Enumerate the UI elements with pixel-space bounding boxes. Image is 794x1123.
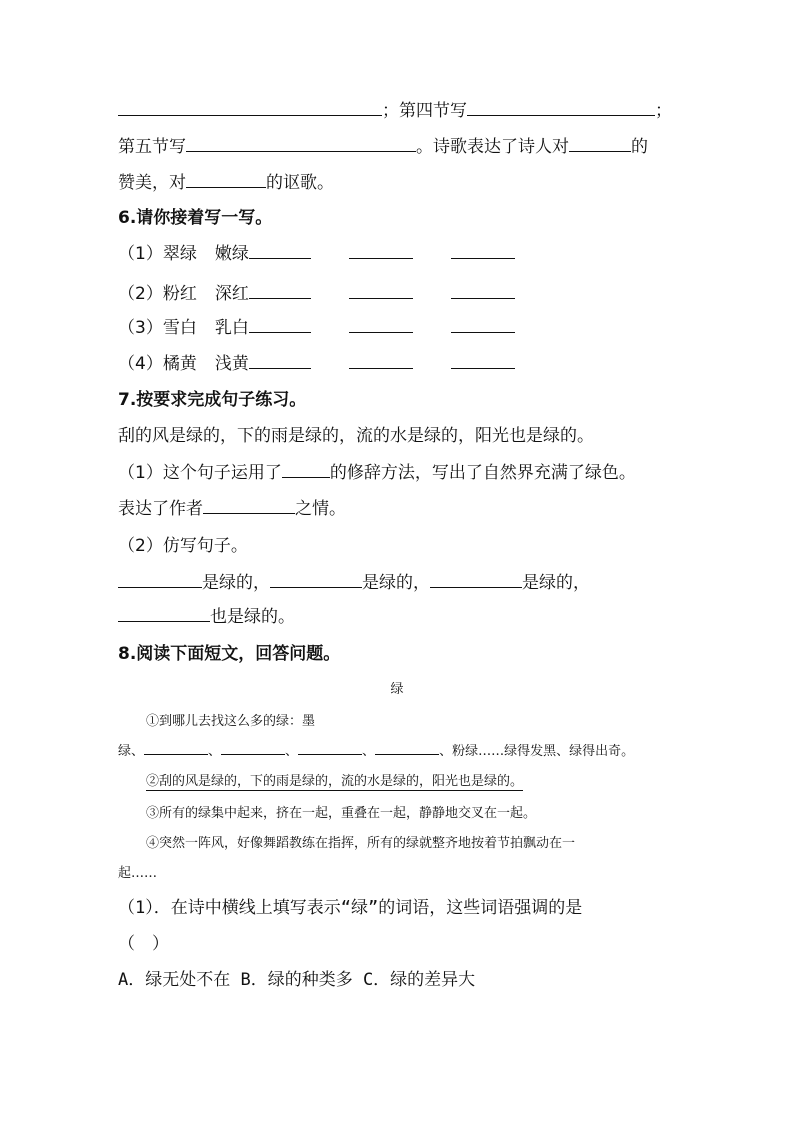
passage-paragraph-1: ①到哪儿去找这么多的绿：墨: [146, 714, 316, 729]
text: 赞美，对: [118, 173, 186, 193]
row-number: （1）: [118, 244, 163, 264]
passage-paragraph-4: ④突然一阵风，好像舞蹈教练在指挥，所有的绿就整齐地按着节拍飘动在一: [146, 836, 576, 851]
answer-blank[interactable]: [451, 242, 515, 259]
answer-blank[interactable]: [349, 282, 413, 299]
text: 、: [208, 744, 222, 759]
text: （1）这个句子运用了: [118, 463, 282, 483]
answer-blank[interactable]: [270, 570, 362, 588]
answer-blank[interactable]: [249, 352, 311, 369]
row-number: （2）: [118, 284, 163, 304]
answer-blank[interactable]: [349, 242, 413, 259]
q7-part-2: （2）仿写句子。: [118, 536, 248, 556]
question-8-heading: 8.阅读下面短文，回答问题。: [118, 644, 341, 664]
answer-blank[interactable]: [349, 316, 413, 333]
answer-blank[interactable]: [203, 496, 295, 514]
passage-paragraph-2: [146, 770, 523, 794]
q6-row-3: [118, 316, 515, 340]
q7-part-1-cont: [118, 496, 346, 521]
q6-row-4: [118, 352, 515, 376]
question-7-heading: 7.按要求完成句子练习。: [118, 390, 307, 410]
answer-blank[interactable]: [298, 742, 362, 755]
answer-blank[interactable]: [144, 742, 208, 755]
answer-blank[interactable]: [118, 570, 202, 588]
q7-imitation-line-1: [118, 570, 590, 595]
example-word: 嫩绿: [214, 244, 249, 264]
top-line-3: [118, 170, 334, 195]
text: 、: [362, 744, 376, 759]
answer-blank[interactable]: [249, 282, 311, 299]
row-number: （3）: [118, 318, 163, 338]
example-word: 粉红: [162, 284, 197, 304]
example-word: 乳白: [214, 318, 249, 338]
answer-blank[interactable]: [118, 98, 382, 116]
answer-blank[interactable]: [186, 170, 266, 188]
answer-blank[interactable]: [451, 352, 515, 369]
top-line-1: [118, 98, 672, 123]
answer-blank[interactable]: [249, 242, 311, 259]
answer-blank[interactable]: [451, 282, 515, 299]
text: 第五节写: [118, 137, 186, 157]
example-word: 雪白: [162, 318, 197, 338]
passage-paragraph-1-cont: [118, 740, 634, 764]
answer-blank[interactable]: [451, 316, 515, 333]
answer-blank[interactable]: [186, 134, 416, 152]
text: 、粉绿……绿得发黑、绿得出奇。: [439, 744, 635, 759]
text: 也是绿的。: [210, 607, 295, 627]
q7-part-1: [118, 460, 636, 485]
text: 是绿的，: [522, 573, 590, 593]
text: ；第四节写: [382, 101, 467, 121]
passage-paragraph-4-cont: 起……: [118, 866, 158, 881]
text: 的修辞方法，写出了自然界充满了绿色。: [329, 463, 636, 483]
example-word: 深红: [214, 284, 249, 304]
question-6-heading: 6.请你接着写一写。: [118, 208, 273, 228]
answer-blank[interactable]: [349, 352, 413, 369]
answer-blank[interactable]: [249, 316, 311, 333]
answer-blank[interactable]: [221, 742, 285, 755]
answer-options: A．绿无处不在 B．绿的种类多 C．绿的差异大: [118, 970, 476, 990]
passage-paragraph-3: ③所有的绿集中起来，挤在一起，重叠在一起，静静地交叉在一起。: [146, 806, 537, 821]
example-word: 翠绿: [162, 244, 197, 264]
answer-blank[interactable]: [282, 460, 330, 478]
q7-sentence: 刮的风是绿的，下的雨是绿的，流的水是绿的，阳光也是绿的。: [118, 426, 594, 446]
text: 是绿的，: [362, 573, 430, 593]
answer-parentheses[interactable]: （ ）: [118, 934, 169, 954]
text: 的: [631, 137, 648, 157]
text: 、: [285, 744, 299, 759]
text: 绿、: [118, 744, 145, 759]
answer-blank[interactable]: [118, 604, 210, 622]
text: 之情。: [295, 499, 346, 519]
row-number: （4）: [118, 354, 163, 374]
text: 表达了作者: [118, 499, 203, 519]
answer-blank[interactable]: [430, 570, 522, 588]
text: 是绿的，: [202, 573, 270, 593]
example-word: 浅黄: [214, 354, 249, 374]
answer-blank[interactable]: [467, 98, 655, 116]
underlined-sentence: ②刮的风是绿的，下的雨是绿的，流的水是绿的，阳光也是绿的。: [146, 774, 524, 789]
example-word: 橘黄: [162, 354, 197, 374]
answer-blank[interactable]: [375, 742, 439, 755]
q6-row-2: [118, 282, 515, 306]
q8-sub-question-1: （1）．在诗中横线上填写表示“绿”的词语，这些词语强调的是: [118, 898, 583, 918]
answer-blank[interactable]: [569, 134, 631, 152]
top-line-2: [118, 134, 648, 159]
q6-row-1: [118, 242, 515, 266]
text: 。诗歌表达了诗人对: [416, 137, 569, 157]
text: 的讴歌。: [266, 173, 334, 193]
passage-title: 绿: [390, 682, 404, 697]
text: ；: [655, 101, 672, 121]
q7-imitation-line-2: [118, 604, 295, 629]
